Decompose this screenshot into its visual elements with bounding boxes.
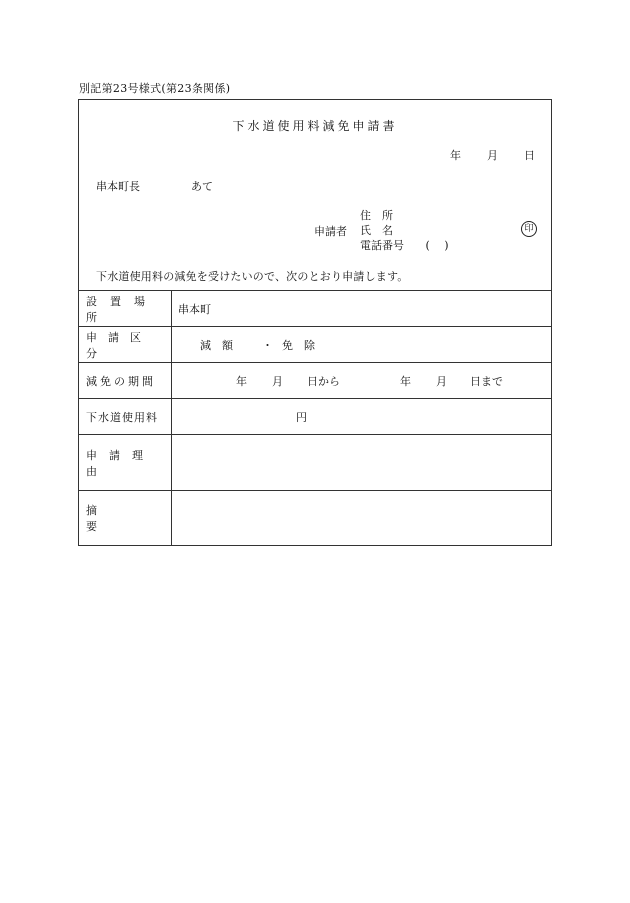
form-title: 下水道使用料減免申請書: [232, 119, 398, 133]
period-from-month: 月: [272, 374, 283, 388]
period-to-month: 月: [436, 374, 447, 388]
date-year-label: 年: [450, 149, 461, 162]
form-number: 別記第23号様式(第23条関係): [79, 82, 231, 95]
value-reason: [172, 435, 551, 490]
label-remarks: [79, 491, 172, 545]
label-remarks-text: 摘要: [86, 504, 157, 533]
label-location: [79, 291, 172, 326]
row-period: [79, 362, 551, 398]
value-location: 串本町: [178, 302, 211, 316]
label-reason: [79, 435, 172, 490]
addressee: [96, 178, 213, 194]
date-line: [450, 147, 535, 163]
phone-paren: ( ): [425, 239, 449, 252]
form-table: [79, 290, 551, 545]
label-reason-text: 申請理由: [86, 448, 155, 478]
value-category: [172, 327, 551, 362]
label-location-text: 設置場所: [86, 294, 158, 324]
fee-unit: 円: [296, 410, 307, 424]
addressee-name: 串本町長: [96, 180, 140, 193]
request-text: 下水道使用料の減免を受けたいので、次のとおり申請します。: [96, 270, 409, 283]
row-category: [79, 326, 551, 362]
phone-label: 電話番号: [360, 239, 404, 252]
category-reduction: 減 額: [200, 338, 233, 352]
phone-row: [360, 238, 449, 253]
row-location: [79, 290, 551, 326]
seal-mark: 印: [521, 221, 537, 237]
period-from-day: 日から: [307, 374, 340, 388]
applicant-label: 申請者: [314, 225, 347, 238]
application-form: [78, 99, 552, 546]
addressee-suffix: あて: [191, 180, 213, 193]
category-exemption: 免 除: [282, 338, 315, 352]
value-remarks: [172, 491, 551, 545]
label-fee: [79, 399, 172, 434]
label-period: [79, 363, 172, 398]
row-fee: [79, 398, 551, 434]
period-to-year: 年: [400, 374, 411, 388]
category-dot: ・: [262, 338, 273, 352]
date-day-label: 日: [524, 149, 535, 162]
applicant-fields: [360, 208, 449, 253]
value-fee: [172, 399, 551, 434]
value-period: [172, 363, 551, 398]
period-to-day: 日まで: [470, 374, 503, 388]
label-category: [79, 327, 172, 362]
label-category-text: 申請区分: [86, 330, 152, 360]
address-label: 住 所: [360, 209, 393, 222]
label-fee-text: 下水道使用料: [86, 410, 158, 424]
date-month-label: 月: [487, 149, 498, 162]
row-remarks: [79, 490, 551, 545]
label-period-text: 減免の期間: [86, 374, 156, 388]
row-reason: [79, 434, 551, 490]
name-label: 氏 名: [360, 224, 393, 237]
period-from-year: 年: [236, 374, 247, 388]
form-header: [79, 100, 551, 290]
